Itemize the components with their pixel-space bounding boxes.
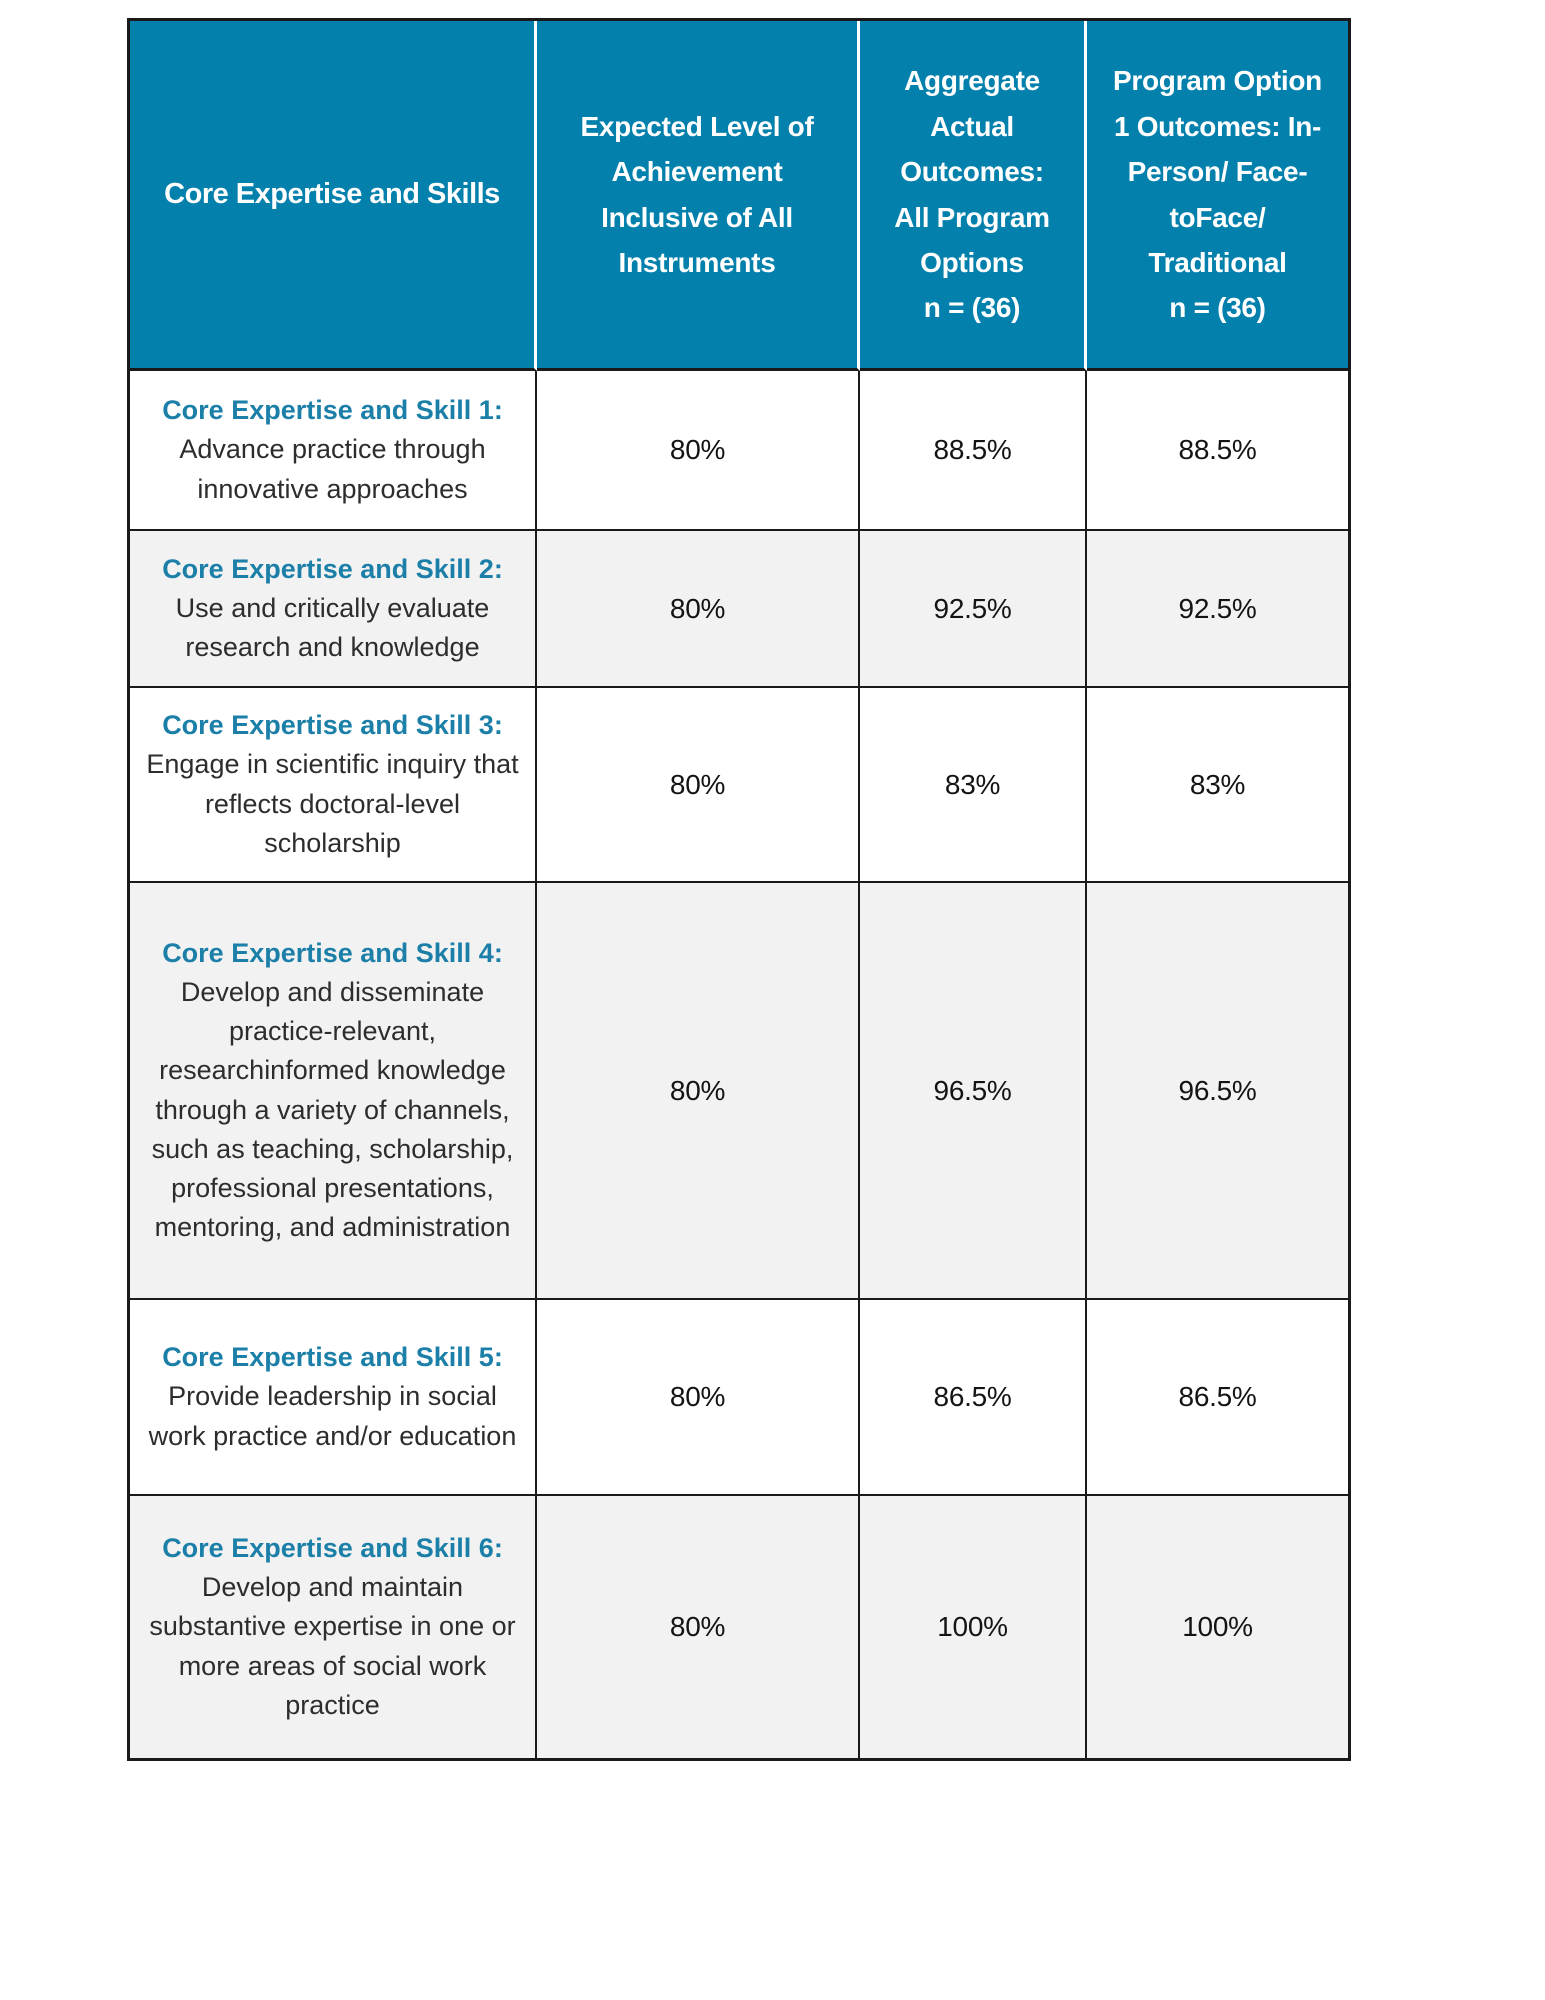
aggregate-outcome-value: 92.5% bbox=[860, 531, 1087, 688]
aggregate-outcome-value: 86.5% bbox=[860, 1300, 1087, 1496]
option1-outcome-value: 86.5% bbox=[1087, 1300, 1348, 1496]
skill-cell bbox=[130, 883, 537, 1300]
header-cell-core-expertise bbox=[130, 21, 537, 371]
skill-description: Develop and disseminate practice-relevant, researchinformed knowledge through a variety of channels, such as teaching, scholarship, professional presentations, mentoring, and administration bbox=[151, 977, 514, 1242]
skill-title: Core Expertise and Skill 4: bbox=[162, 937, 503, 968]
header-sub-label: n = (36) bbox=[1169, 292, 1266, 324]
aggregate-outcome-value: 88.5% bbox=[860, 371, 1087, 531]
header-label: Program Option 1 Outcomes: In-Person/ Face-toFace/ Traditional bbox=[1113, 65, 1322, 278]
aggregate-outcome-value: 96.5% bbox=[860, 883, 1087, 1300]
skill-title: Core Expertise and Skill 5: bbox=[162, 1342, 503, 1373]
aggregate-outcome-value: 83% bbox=[860, 688, 1087, 883]
option1-outcome-value: 96.5% bbox=[1087, 883, 1348, 1300]
skill-cell bbox=[130, 1300, 537, 1496]
header-label: Core Expertise and Skills bbox=[164, 178, 500, 211]
skill-description: Develop and maintain substantive expertise in one or more areas of social work practice bbox=[149, 1572, 516, 1720]
skill-title: Core Expertise and Skill 2: bbox=[162, 553, 503, 584]
header-label: Aggregate Actual Outcomes: All Program Options bbox=[894, 65, 1050, 278]
expected-level-value: 80% bbox=[537, 1300, 860, 1496]
skill-description: Use and critically evaluate research and knowledge bbox=[175, 592, 490, 663]
header-sub-label: n = (36) bbox=[923, 292, 1021, 324]
expected-level-value: 80% bbox=[537, 688, 860, 883]
expected-level-value: 80% bbox=[537, 371, 860, 531]
skill-cell bbox=[130, 371, 537, 531]
skill-description: Advance practice through innovative approaches bbox=[179, 434, 486, 504]
expected-level-value: 80% bbox=[537, 531, 860, 688]
skill-cell bbox=[130, 1496, 537, 1758]
header-cell-aggregate-outcomes bbox=[860, 21, 1087, 371]
core-expertise-outcomes-table bbox=[127, 18, 1351, 1761]
header-cell-expected-level bbox=[537, 21, 860, 371]
skill-description: Provide leadership in social work practice and/or education bbox=[148, 1381, 517, 1451]
skill-title: Core Expertise and Skill 6: bbox=[162, 1533, 503, 1564]
option1-outcome-value: 100% bbox=[1087, 1496, 1348, 1758]
header-label: Expected Level of Achievement Inclusive of All Instruments bbox=[580, 110, 814, 278]
skill-cell bbox=[130, 531, 537, 688]
skill-cell bbox=[130, 688, 537, 883]
aggregate-outcome-value: 100% bbox=[860, 1496, 1087, 1758]
skill-title: Core Expertise and Skill 3: bbox=[162, 710, 503, 741]
header-cell-program-option1-outcomes bbox=[1087, 21, 1348, 371]
expected-level-value: 80% bbox=[537, 1496, 860, 1758]
expected-level-value: 80% bbox=[537, 883, 860, 1300]
option1-outcome-value: 83% bbox=[1087, 688, 1348, 883]
option1-outcome-value: 88.5% bbox=[1087, 371, 1348, 531]
option1-outcome-value: 92.5% bbox=[1087, 531, 1348, 688]
skill-title: Core Expertise and Skill 1: bbox=[162, 395, 503, 426]
skill-description: Engage in scientific inquiry that reflects doctoral-level scholarship bbox=[146, 749, 519, 858]
